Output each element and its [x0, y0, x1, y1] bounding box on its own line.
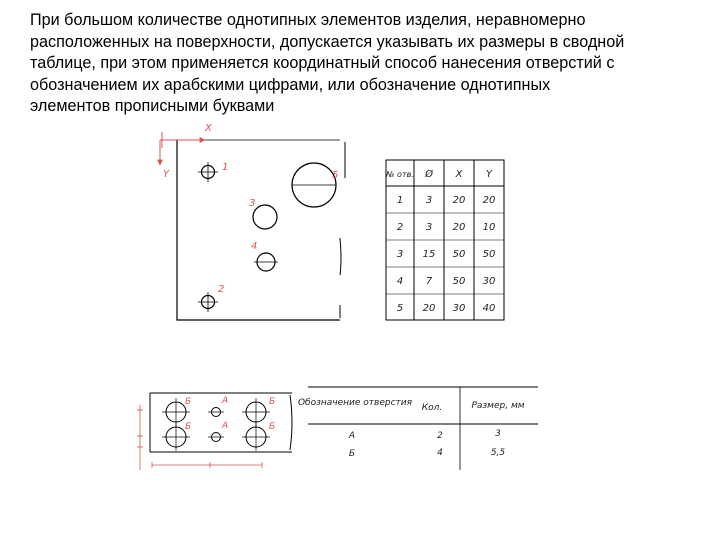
table2-header: Обозначение отверстия	[297, 398, 413, 408]
plate-outline	[177, 140, 340, 320]
table2-cell: 4	[437, 448, 443, 458]
table1-cell: 50	[452, 276, 466, 287]
table2-cell: 3	[495, 429, 501, 439]
paragraph-line: При большом количестве однотипных элементов изделия, неравномерно	[30, 11, 586, 29]
hole-letter-label: Б	[269, 397, 276, 407]
paragraph-line: расположенных на поверхности, допускается указывать их размеры в сводной	[30, 32, 625, 51]
table1-cell: 10	[482, 222, 496, 233]
hole-label: 2	[218, 284, 225, 295]
table2-header: Кол.	[421, 403, 443, 413]
hole-label: 4	[251, 241, 258, 252]
hole-a	[208, 433, 224, 442]
table1-cell: 3	[425, 222, 433, 233]
table2-cell: А	[348, 431, 356, 441]
table1-cell: 3	[396, 249, 404, 260]
hole-letter-label: Б	[185, 397, 192, 407]
table1-cell: 4	[396, 276, 404, 287]
hole-2	[198, 292, 218, 312]
table1-cell: 20	[452, 195, 466, 206]
table2-header: Размер, мм	[471, 401, 525, 411]
table1-cell: 5	[396, 303, 404, 314]
table1-cell: 7	[425, 276, 433, 287]
hole-letter-label: Б	[269, 422, 276, 432]
hole-4	[254, 253, 278, 271]
table1-cell: 40	[482, 303, 496, 314]
table1-cell: 20	[482, 195, 496, 206]
table1-header: X	[455, 169, 463, 180]
table1-cell: 50	[452, 249, 466, 260]
table1-cell: 30	[482, 276, 496, 287]
axis-x-label: X	[205, 123, 212, 134]
table1-header: Y	[485, 169, 493, 180]
coordinate-axes	[160, 132, 205, 165]
hole-b	[242, 398, 270, 426]
hole-letter-label: А	[222, 396, 229, 406]
hole-3	[253, 205, 277, 229]
table1-cell: 20	[452, 222, 466, 233]
table1-cell: 3	[425, 195, 433, 206]
table1-header: Ø	[425, 169, 433, 180]
paragraph-line: элементов прописными буквами	[30, 97, 275, 115]
table1-header: № отв.	[386, 170, 414, 179]
axis-y-label: Y	[163, 169, 170, 180]
holes-table	[386, 160, 504, 320]
table1-cell: 1	[396, 195, 404, 206]
hole-b	[242, 423, 270, 451]
hole-letter-label: А	[222, 421, 229, 431]
hole-5	[292, 163, 339, 207]
table2-cell: 5,5	[490, 448, 506, 458]
table1-cell: 20	[422, 303, 436, 314]
hole-a	[208, 408, 224, 417]
table1-cell: 30	[452, 303, 466, 314]
table2-cell: 2	[437, 431, 443, 441]
holes-table-text	[385, 168, 495, 314]
hole-label: 5	[332, 170, 339, 181]
paragraph-line: таблице, при этом применяется координатный способ нанесения отверстий с	[30, 54, 615, 72]
table1-cell: 50	[482, 249, 496, 260]
plate-labels	[163, 123, 338, 295]
lettered-holes-labels	[185, 396, 275, 432]
hole-1	[198, 162, 218, 182]
paragraph-line: обозначением их арабскими цифрами, или обозначение однотипных	[30, 75, 551, 94]
hole-label: 3	[249, 198, 256, 209]
lettered-holes-table-text	[298, 398, 525, 459]
table1-cell: 2	[396, 222, 404, 233]
table1-cell: 15	[422, 249, 436, 260]
plate-drawing	[160, 132, 345, 320]
hole-label: 1	[222, 162, 229, 173]
hole-letter-label: Б	[185, 422, 192, 432]
table2-cell: Б	[348, 449, 356, 459]
